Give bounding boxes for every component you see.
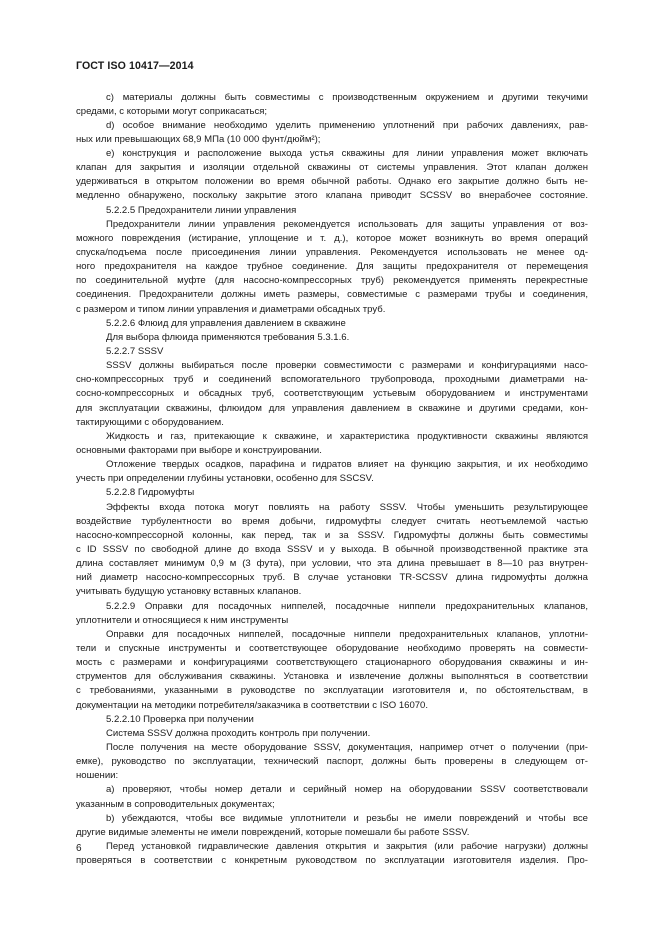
text-line: проверяться в соответствии с конкретным руководством по эксплуатации изготовителя изделия. Про-: [76, 855, 588, 867]
text-line: основными факторами при выборе и конструировании.: [76, 445, 322, 457]
text-line: Система SSSV должна проходить контроль при получении.: [106, 727, 371, 739]
text-line: b) убеждаются, чтобы все видимые уплотнители и резьбы не имели повреждений и чтобы все: [106, 812, 588, 824]
text-line: для эксплуатации скважины, флюидом для управления давлением в скважине и другими средами, кон-: [76, 402, 588, 414]
text-line: струментов для обслуживания скважины. Установка и извлечение должны выполняться в соответствии: [76, 671, 588, 683]
text-line: Перед установкой гидравлические давления открытия и закрытия (или рабочие нагрузки) должны: [106, 840, 588, 852]
text-line: а) проверяют, чтобы номер детали и серийный номер на оборудовании SSSV соответствовали: [106, 784, 588, 796]
text-line: длина составляет минимум 0,9 м (3 фута), при условии, что эта длина превышает в 8—10 раз внутрен-: [76, 558, 588, 570]
page-number: 6: [76, 843, 82, 854]
text-line: с ID SSSV по свободной длине до входа SSSV и у выхода. В обычной производственной практике эта: [76, 544, 588, 555]
text-line: можного повреждения (истирание, уплощение и т. д.), которое может возникнуть во время операций: [76, 232, 588, 244]
text-line: ний диаметр насосно-компрессорных труб. В случае установки TR-SCSSV длина гидромуфты должна: [76, 572, 588, 584]
text-line: Для выбора флюида применяются требования 5.3.1.6.: [106, 331, 350, 343]
text-line: указанным в сопроводительных документах;: [76, 798, 275, 810]
text-line: 5.2.2.5 Предохранители линии управления: [106, 204, 297, 216]
text-line: медленно обнаружено, поскольку закрытие этого клапана приводит SCSSV во внерабочее состояние.: [76, 190, 588, 202]
text-line: 5.2.2.10 Проверка при получении: [106, 713, 254, 725]
text-line: учитывать будущую установку вставных клапанов.: [76, 586, 302, 598]
text-line: другие видимые элементы не имели повреждений, которые помешали бы работе SSSV.: [76, 826, 470, 838]
text-line: с размером и типом линии управления и диаметрами обсадных труб.: [76, 303, 386, 315]
text-line: удерживаться в открытом положении во время обычной работы. Однако его закрытие должно быть не-: [76, 176, 588, 188]
text-line: Предохранители линии управления рекомендуется использовать для защиты управления от воз-: [106, 218, 588, 230]
text-line: воздействие турбулентности во время добычи, гидромуфты следует считать неотъемлемой частью: [76, 515, 588, 527]
text-line: мость с размерами и конфигурациями соответствующего стационарного оборудования скважины и ин-: [76, 657, 588, 669]
text-line: Оправки для посадочных ниппелей, посадочные ниппели предохранительных клапанов, уплотни-: [106, 628, 588, 640]
text-line: SSSV должны выбираться после проверки совместимости с размерами и конфигурациями насо-: [106, 360, 588, 372]
text-line: е) конструкция и расположение выхода устья скважины для линии управления может включать: [106, 148, 588, 160]
text-line: учесть при определении глубины установки, особенно для SSCSV.: [76, 473, 374, 485]
text-line: с) материалы должны быть совместимы с производственным окружением и другими текучими: [106, 91, 588, 103]
text-line: ного предохранителя на каждое трубное соединение. Для защиты предохранителя от перемещения: [76, 261, 588, 273]
text-line: 5.2.2.7 SSSV: [106, 346, 164, 358]
text-line: 5.2.2.6 Флюид для управления давлением в скважине: [106, 317, 346, 329]
text-line: Эффекты входа потока могут повлиять на работу SSSV. Чтобы уменьшить результирующее: [106, 501, 588, 513]
text-line: клапан для закрытия и изоляции отдельной скважины от системы управления. Этот клапан должен: [76, 162, 588, 174]
text-line: 5.2.2.8 Гидромуфты: [106, 487, 195, 499]
text-line: по соединительной муфте (для насосно-компрессорных труб) рекомендуется применять перекрестные: [76, 275, 588, 287]
text-line: документации на методики потребителя/заказчика в соответствии с ISO 16070.: [76, 699, 429, 711]
text-line: тели и спускные инструменты и соответствующее оборудование необходимо проверять на совмести-: [76, 642, 588, 654]
text-line: сно-компрессорных труб и соединений вспомогательного трубопровода, проходными диаметрами на-: [76, 374, 588, 386]
text-line: После получения на месте оборудование SSSV, документация, например отчет о получении (при-: [106, 741, 588, 753]
text-line: насосно-компрессорной колонны, как перед, так и за SSSV. Гидромуфты должны быть совместимы: [76, 529, 588, 541]
text-line: 5.2.2.9 Оправки для посадочных ниппелей, посадочные ниппели предохранительных клапанов,: [106, 600, 588, 612]
text-line: емке), руководство по эксплуатации, технический паспорт, должны быть проверены в следующем от-: [76, 756, 588, 768]
text-line: средами, с которыми могут соприкасаться;: [76, 105, 268, 117]
text-line: спуска/подъема после присоединения линии управления. Рекомендуется использовать не менее од-: [76, 247, 588, 259]
text-line: Жидкость и газ, притекающие к скважине, и характеристика продуктивности скважины являются: [106, 430, 588, 442]
page-header: ГОСТ ISO 10417—2014: [76, 60, 194, 72]
text-line: с требованиями, указанными в руководстве по эксплуатации изготовителя и, по обстоятельствам, в: [76, 685, 588, 697]
text-line: уплотнители и относящиеся к ним инструменты: [76, 614, 289, 626]
text-line: Отложение твердых осадков, парафина и гидратов влияет на функцию закрытия, и их необходимо: [106, 459, 588, 471]
text-line: тактирующими с оборудованием.: [76, 416, 224, 428]
text-line: ных или превышающих 68,9 МПа (10 000 фунт/дюйм²);: [76, 133, 321, 145]
text-line: соединения. Предохранители должны иметь размеры, совместимые с размерами трубы и соединения,: [76, 289, 588, 301]
text-line: d) особое внимание необходимо уделить применению уплотнений при рабочих давлениях, рав-: [106, 119, 588, 131]
text-line: ношении:: [76, 770, 119, 782]
document-body: [76, 91, 588, 869]
text-line: сосно-компрессорных и обсадных труб, соответствующим устьевым оборудованием и инструментами: [76, 388, 588, 400]
